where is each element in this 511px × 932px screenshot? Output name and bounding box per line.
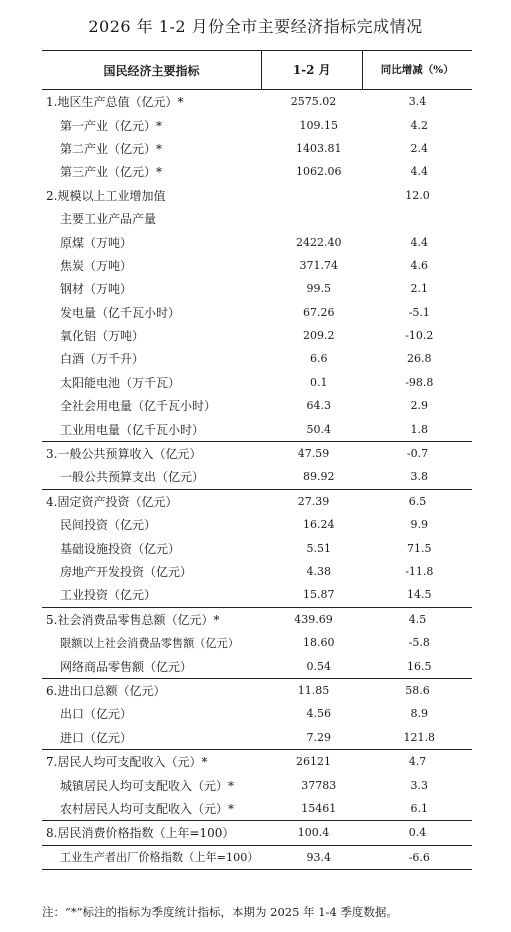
page-title: 2026 年 1-2 月份全市主要经济指标完成情况	[88, 17, 423, 36]
row-growth-value: 26.8	[407, 352, 432, 366]
row-growth-value: -6.6	[408, 850, 430, 864]
row-indicator-label: 全社会用电量（亿千瓦小时）	[60, 399, 217, 414]
row-indicator-label: 2.规模以上工业增加值	[46, 188, 166, 203]
row-growth-value: 58.6	[405, 683, 430, 697]
row-growth-value: 16.5	[407, 659, 432, 673]
row-period-value: 5.51	[306, 541, 331, 555]
row-growth-value: 71.5	[407, 541, 432, 555]
row-period-value: 439.69	[294, 612, 333, 626]
row-period-value: 1403.81	[295, 141, 342, 155]
table-row	[42, 277, 472, 300]
row-growth-value: 8.9	[410, 707, 429, 721]
row-growth-value: 3.3	[410, 778, 429, 792]
row-period-value: 27.39	[297, 494, 330, 508]
header-growth: 同比增减（%）	[362, 51, 472, 89]
row-growth-value: 4.4	[410, 235, 429, 249]
row-period-value: 371.74	[299, 258, 338, 272]
row-growth-value: 4.4	[410, 165, 429, 179]
table-row	[42, 607, 472, 631]
row-indicator-label: 第一产业（亿元）*	[60, 118, 163, 133]
table-row	[42, 184, 472, 207]
table-row	[42, 845, 472, 869]
row-growth-value: 6.5	[408, 494, 427, 508]
row-indicator-label: 农村居民人均可支配收入（元）*	[60, 801, 235, 816]
table-row	[42, 489, 472, 513]
row-period-value: 1062.06	[295, 165, 342, 179]
row-period-value: 2575.02	[290, 95, 337, 109]
table-row	[42, 654, 472, 677]
row-indicator-label: 一般公共预算支出（亿元）	[60, 470, 205, 485]
row-period-value: 18.60	[302, 636, 335, 650]
row-period-value: 7.29	[306, 730, 331, 744]
row-period-value: 47.59	[297, 447, 330, 461]
table-row	[42, 371, 472, 394]
row-period-value: 4.56	[306, 707, 331, 721]
row-growth-value: -10.2	[405, 329, 434, 343]
row-growth-value: -5.8	[408, 636, 430, 650]
row-indicator-label: 工业生产者出厂价格指数（上年=100）	[60, 851, 259, 865]
table-row	[42, 678, 472, 702]
row-period-value: 109.15	[299, 118, 338, 132]
row-indicator-label: 出口（亿元）	[60, 707, 133, 722]
row-growth-value: 3.4	[408, 95, 427, 109]
row-growth-value: 1.8	[410, 422, 429, 436]
table-row	[42, 324, 472, 347]
row-period-value: 0.54	[306, 659, 331, 673]
row-indicator-label: 工业用电量（亿千瓦小时）	[60, 422, 205, 437]
table-row	[42, 631, 472, 654]
row-growth-value: 2.4	[410, 141, 429, 155]
table-row	[42, 726, 472, 749]
table-row	[42, 465, 472, 488]
row-growth-value: 6.1	[410, 801, 429, 815]
row-period-value: 89.92	[302, 470, 335, 484]
row-indicator-label: 8.居民消费价格指数（上年=100）	[46, 826, 235, 841]
table-row	[42, 347, 472, 370]
table-row	[42, 702, 472, 725]
row-period-value: 11.85	[297, 683, 330, 697]
row-period-value: 50.4	[306, 422, 331, 436]
row-period-value: 2422.40	[295, 235, 342, 249]
row-period-value: 4.38	[306, 565, 331, 578]
table-row	[42, 583, 472, 606]
row-indicator-label: 民间投资（亿元）	[60, 518, 157, 533]
row-period-value: 64.3	[306, 399, 331, 413]
table-row	[42, 113, 472, 136]
table-header	[42, 51, 472, 90]
row-indicator-label: 1.地区生产总值（亿元）*	[46, 95, 184, 110]
row-period-value: 99.5	[306, 282, 331, 296]
table-row	[42, 254, 472, 277]
table-row	[42, 90, 472, 113]
row-growth-value: 2.9	[410, 399, 429, 413]
table-row	[42, 207, 472, 230]
row-indicator-label: 限额以上社会消费品零售额（亿元）	[60, 636, 240, 650]
table-row	[42, 394, 472, 417]
row-indicator-label: 3.一般公共预算收入（亿元）	[46, 447, 202, 462]
row-growth-value: -0.7	[406, 447, 429, 461]
row-growth-value: 2.1	[410, 282, 429, 296]
table-row	[42, 513, 472, 536]
table-row	[42, 137, 472, 160]
table-row	[42, 820, 472, 844]
row-period-value: 16.24	[302, 518, 335, 532]
row-indicator-label: 太阳能电池（万千瓦）	[60, 375, 181, 390]
table-body	[42, 90, 472, 869]
table-row	[42, 797, 472, 820]
row-indicator-label: 发电量（亿千瓦小时）	[60, 305, 181, 320]
table-row	[42, 160, 472, 183]
row-indicator-label: 6.进出口总额（亿元）	[46, 683, 166, 698]
row-growth-value: 4.5	[408, 612, 427, 626]
row-growth-value: 0.4	[408, 826, 427, 840]
row-period-value: 15.87	[302, 588, 335, 602]
row-growth-value: -11.8	[405, 565, 434, 578]
row-growth-value: 14.5	[407, 588, 432, 602]
row-indicator-label: 氧化铝（万吨）	[60, 329, 145, 344]
row-indicator-label: 基础设施投资（亿元）	[60, 541, 181, 556]
row-growth-value: 4.6	[410, 258, 429, 272]
row-growth-value: 12.0	[405, 188, 430, 202]
row-indicator-label: 钢材（万吨）	[60, 282, 133, 297]
row-indicator-label: 网络商品零售额（亿元）	[60, 659, 193, 674]
row-growth-value: -5.1	[408, 305, 430, 319]
row-indicator-label: 城镇居民人均可支配收入（元）*	[60, 778, 235, 793]
row-growth-value: 4.2	[410, 118, 429, 132]
table-row	[42, 536, 472, 559]
row-period-value: 209.2	[302, 329, 335, 343]
row-indicator-label: 第二产业（亿元）*	[60, 141, 163, 156]
row-period-value: 67.26	[302, 305, 335, 319]
row-period-value: 0.1	[309, 375, 328, 389]
header-period: 1-2 月	[261, 51, 362, 89]
row-growth-value: -98.8	[405, 375, 434, 389]
table-row	[42, 301, 472, 324]
row-indicator-label: 白酒（万千升）	[60, 352, 145, 367]
row-growth-value: 3.8	[410, 470, 429, 484]
row-period-value: 6.6	[309, 352, 328, 366]
row-period-value: 100.4	[297, 826, 330, 840]
row-indicator-label: 5.社会消费品零售总额（亿元）*	[46, 612, 220, 627]
row-indicator-label: 焦炭（万吨）	[60, 258, 133, 273]
row-indicator-label: 工业投资（亿元）	[60, 588, 157, 603]
footnote: 注：“*”标注的指标为季度统计指标，本期为 2025 年 1-4 季度数据。	[42, 905, 398, 919]
table-row	[42, 417, 472, 440]
table-row	[42, 773, 472, 796]
row-indicator-label: 7.居民人均可支配收入（元）*	[46, 755, 208, 770]
row-growth-value: 121.8	[403, 730, 436, 744]
table-row	[42, 441, 472, 465]
indicators-table	[42, 50, 472, 870]
row-indicator-label: 主要工业产品产量	[60, 212, 157, 227]
row-period-value: 26121	[295, 755, 331, 769]
row-indicator-label: 进口（亿元）	[60, 730, 133, 745]
header-indicator: 国民经济主要指标	[103, 63, 200, 78]
row-indicator-label: 原煤（万吨）	[60, 235, 133, 250]
row-indicator-label: 第三产业（亿元）*	[60, 165, 163, 180]
table-row	[42, 560, 472, 583]
row-indicator-label: 4.固定资产投资（亿元）	[46, 494, 178, 509]
table-row	[42, 230, 472, 253]
row-period-value: 37783	[301, 778, 337, 792]
row-growth-value: 4.7	[408, 755, 427, 769]
row-growth-value: 9.9	[410, 518, 429, 532]
table-row	[42, 749, 472, 773]
row-indicator-label: 房地产开发投资（亿元）	[60, 565, 193, 579]
row-period-value: 93.4	[306, 850, 331, 864]
row-period-value: 15461	[301, 801, 337, 815]
